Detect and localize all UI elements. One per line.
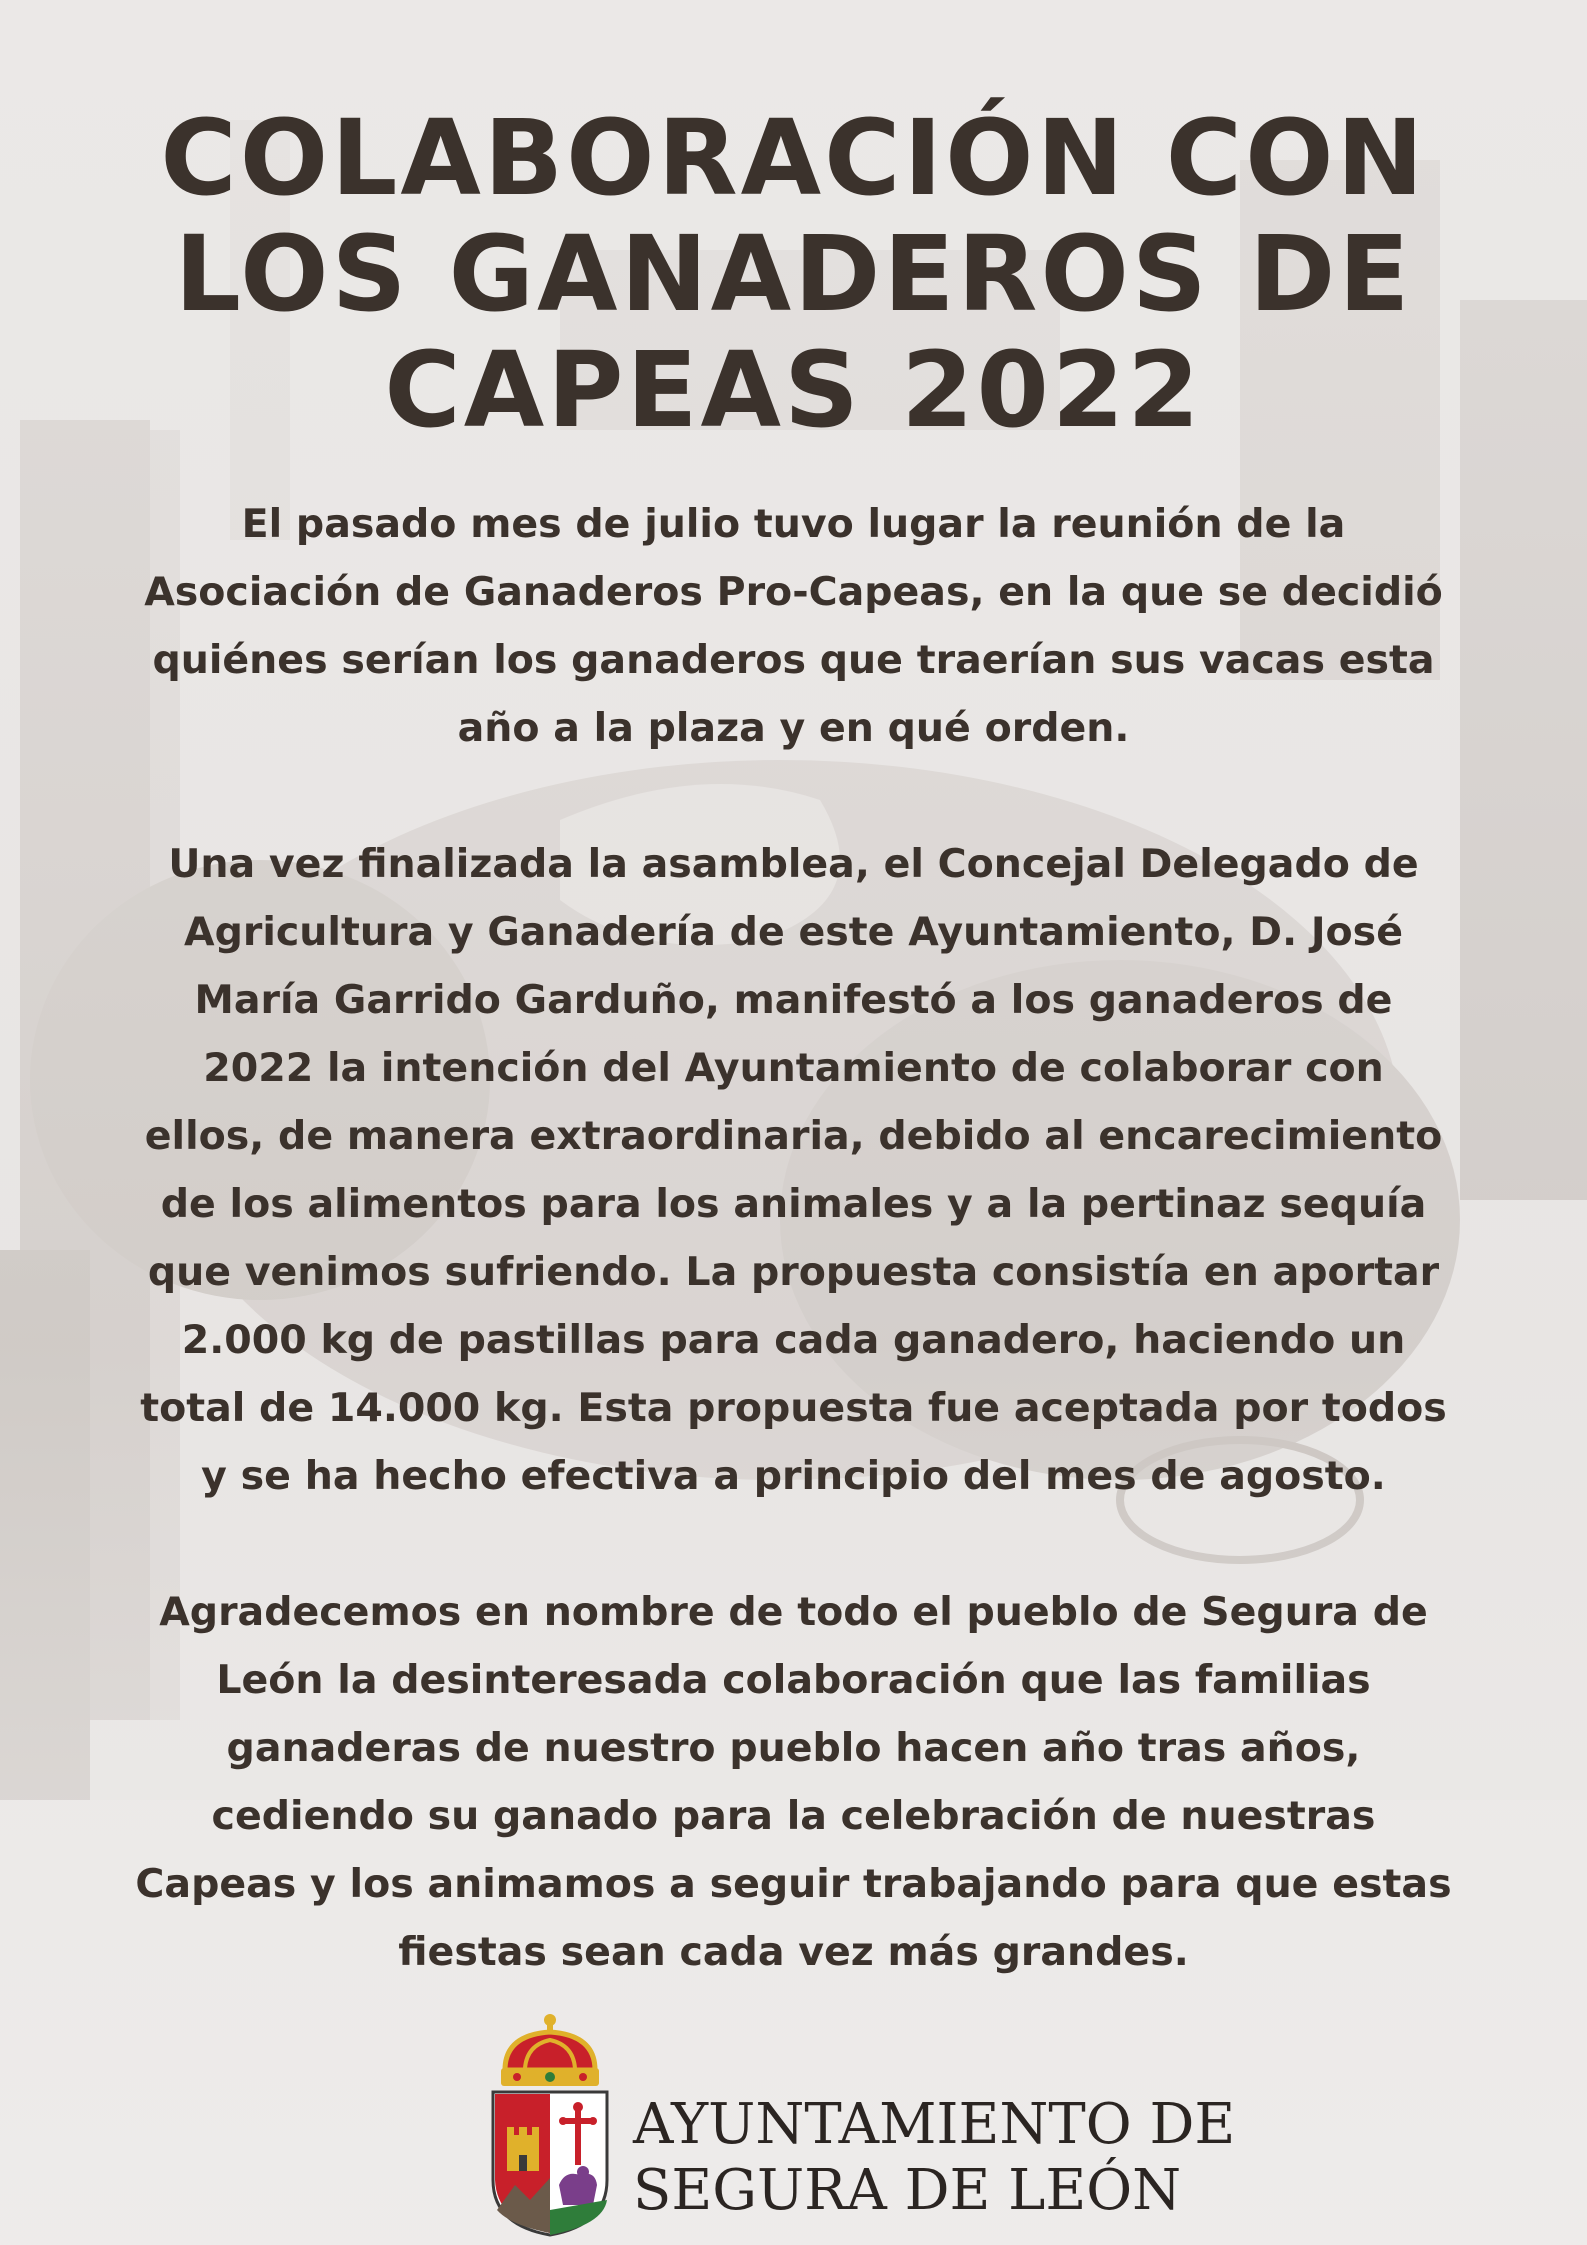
text-line: y se ha hecho efectiva a principio del mes de agosto. bbox=[201, 1453, 1386, 1499]
text-line: ganaderas de nuestro pueblo hacen año tras años, bbox=[226, 1725, 1361, 1771]
text-line: que venimos sufriendo. La propuesta consistía en aportar bbox=[147, 1249, 1440, 1295]
page-title bbox=[80, 97, 1507, 451]
paragraph-3 bbox=[80, 1578, 1507, 1986]
text-line: cediendo su ganado para la celebración de nuestras bbox=[211, 1793, 1376, 1839]
article-body bbox=[80, 490, 1507, 1986]
org-line-1: AYUNTAMIENTO DE bbox=[633, 2092, 1236, 2157]
text-line: María Garrido Garduño, manifestó a los ganaderos de bbox=[194, 977, 1393, 1023]
paragraph-spacer bbox=[80, 762, 1507, 830]
paragraph-2 bbox=[80, 830, 1507, 1510]
text-line: 2.000 kg de pastillas para cada ganadero, haciendo un bbox=[181, 1317, 1406, 1363]
coat-of-arms-icon bbox=[485, 2010, 615, 2240]
org-line-2: SEGURA DE LEÓN bbox=[633, 2158, 1182, 2223]
title-line-2: LOS GANADEROS DE bbox=[174, 213, 1413, 335]
text-line: año a la plaza y en qué orden. bbox=[457, 705, 1130, 751]
text-line: ellos, de manera extraordinaria, debido al encarecimiento bbox=[144, 1113, 1443, 1159]
paragraph-spacer bbox=[80, 1510, 1507, 1578]
text-line: de los alimentos para los animales y a la pertinaz sequía bbox=[160, 1181, 1427, 1227]
text-line: Capeas y los animamos a seguir trabajando para que estas bbox=[135, 1861, 1452, 1907]
text-line: Agricultura y Ganadería de este Ayuntamiento, D. José bbox=[184, 909, 1403, 955]
text-line: fiestas sean cada vez más grandes. bbox=[398, 1929, 1189, 1975]
title-line-3: CAPEAS 2022 bbox=[384, 329, 1203, 451]
text-line: Una vez finalizada la asamblea, el Concejal Delegado de bbox=[168, 841, 1419, 887]
text-line: 2022 la intención del Ayuntamiento de colaborar con bbox=[203, 1045, 1384, 1091]
organization-name bbox=[633, 2092, 1235, 2224]
footer-logo bbox=[485, 2010, 1236, 2240]
text-line: Asociación de Ganaderos Pro-Capeas, en la que se decidió bbox=[144, 569, 1443, 615]
title-line-1: COLABORACIÓN CON bbox=[160, 97, 1427, 219]
text-line: León la desinteresada colaboración que las familias bbox=[216, 1657, 1371, 1703]
text-line: total de 14.000 kg. Esta propuesta fue aceptada por todos bbox=[140, 1385, 1447, 1431]
text-line: El pasado mes de julio tuvo lugar la reunión de la bbox=[241, 501, 1346, 547]
paragraph-1 bbox=[80, 490, 1507, 762]
text-line: Agradecemos en nombre de todo el pueblo de Segura de bbox=[159, 1589, 1428, 1635]
text-line: quiénes serían los ganaderos que traerían sus vacas esta bbox=[152, 637, 1435, 683]
